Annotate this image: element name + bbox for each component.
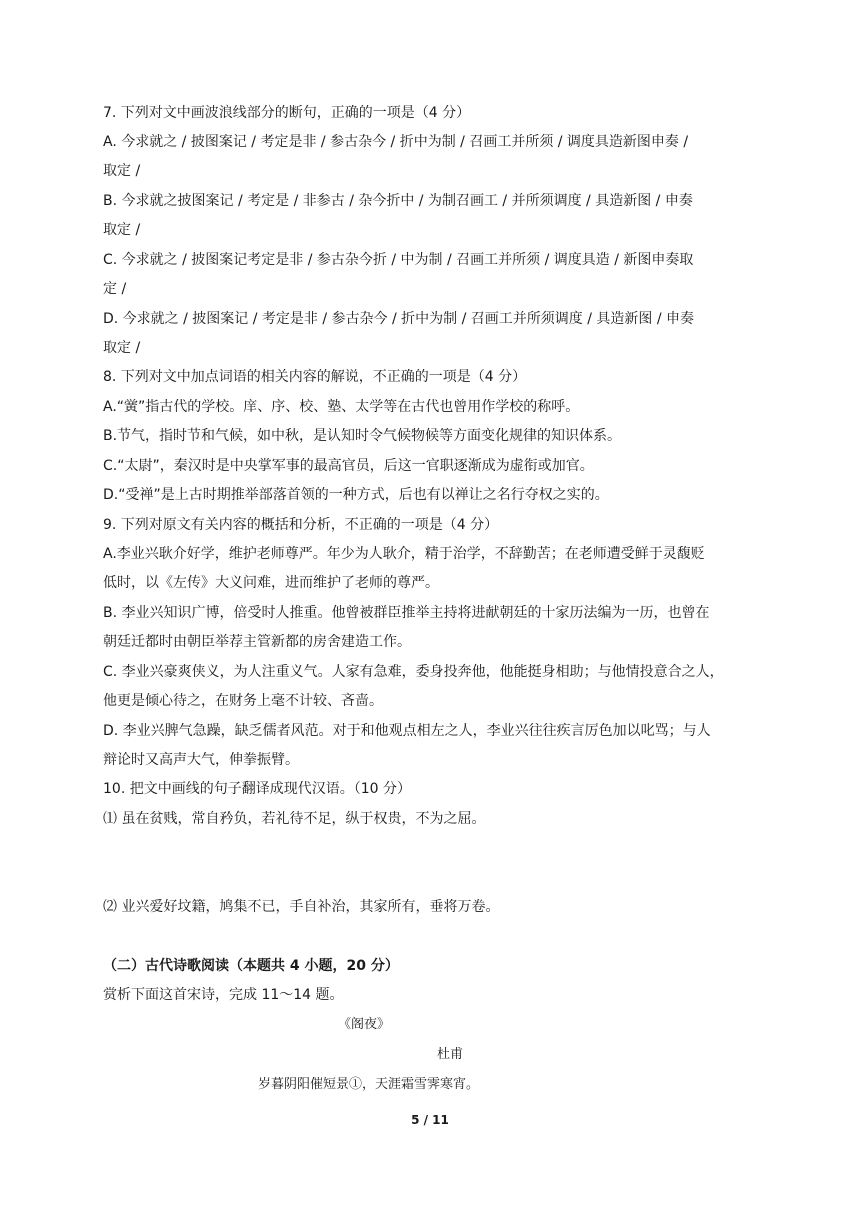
- q7-option-d-line1: D. 今求就之 / 披图案记 / 考定是非 / 参古杂今 / 折中为制 / 召画工并所须调度 / 具造新图 / 申奏: [103, 311, 694, 327]
- q7-stem: 7. 下列对文中画波浪线部分的断句，正确的一项是（4 分）: [103, 105, 471, 121]
- poem-author: 杜甫: [437, 1047, 464, 1062]
- q10-sentence-2: ⑵ 业兴爱好坟籍，鸠集不已，手自补治，其家所有，垂将万卷。: [103, 899, 500, 915]
- q9-option-c-line1: C. 李业兴豪爽侠义，为人注重义气。人家有急难，委身投奔他，他能挺身相助；与他情投意合之人，: [103, 664, 724, 680]
- section-intro: 赏析下面这首宋诗，完成 11～14 题。: [103, 987, 344, 1003]
- poem-title: 《阁夜》: [338, 1017, 391, 1032]
- q9-option-a-line2: 低时，以《左传》大义问难，进而维护了老师的尊严。: [103, 575, 439, 591]
- q9-option-d-line1: D. 李业兴脾气急躁，缺乏儒者风范。对于和他观点相左之人，李业兴往往疾言厉色加以叱骂；与人: [103, 723, 711, 739]
- q9-option-b-line1: B. 李业兴知识广博，倍受时人推重。他曾被群臣推举主持将进献朝廷的十家历法编为一历，也曾在: [103, 605, 710, 621]
- q7-option-c-line2: 定 /: [103, 281, 127, 297]
- q8-option-b: B.节气，指时节和气候，如中秋，是认知时令气候物候等方面变化规律的知识体系。: [103, 428, 622, 444]
- q9-option-d-line2: 辩论时又高声大气，伸拳振臂。: [103, 752, 299, 768]
- q7-option-b-line1: B. 今求就之披图案记 / 考定是 / 非参古 / 杂今折中 / 为制召画工 / 并所须调度 / 具造新图 / 申奏: [103, 193, 693, 209]
- q7-option-d-line2: 取定 /: [103, 340, 141, 356]
- poem-line-1: 岁暮阴阳催短景①，天涯霜雪霁寒宵。: [258, 1077, 480, 1092]
- q9-option-c-line2: 他更是倾心待之，在财务上毫不计较、吝啬。: [103, 693, 383, 709]
- section-heading: （二）古代诗歌阅读（本题共 4 小题，20 分）: [103, 958, 399, 974]
- q9-option-b-line2: 朝廷迁都时由朝臣举荐主管新都的房舍建造工作。: [103, 634, 411, 650]
- q8-option-c: C.“太尉”，秦汉时是中央掌军事的最高官员，后这一官职逐渐成为虚衔或加官。: [103, 458, 594, 474]
- q8-option-d: D.“受禅”是上古时期推举部落首领的一种方式，后也有以禅让之名行夺权之实的。: [103, 487, 609, 503]
- page-number: 5 / 11: [411, 1113, 449, 1127]
- q7-option-b-line2: 取定 /: [103, 222, 141, 238]
- q7-option-a-line1: A. 今求就之 / 披图案记 / 考定是非 / 参古杂今 / 折中为制 / 召画工并所须 / 调度具造新图申奏 /: [103, 134, 689, 150]
- q7-option-a-line2: 取定 /: [103, 163, 141, 179]
- q10-sentence-1: ⑴ 虽在贫贱，常自矜负，若礼待不足，纵于权贵，不为之屈。: [103, 811, 486, 827]
- q8-stem: 8. 下列对文中加点词语的相关内容的解说，不正确的一项是（4 分）: [103, 369, 527, 385]
- q9-option-a-line1: A.李业兴耿介好学，维护老师尊严。年少为人耿介，精于治学，不辞勤苦；在老师遭受鲜于灵馥贬: [103, 546, 705, 562]
- q9-stem: 9. 下列对原文有关内容的概括和分析，不正确的一项是（4 分）: [103, 517, 499, 533]
- q10-stem: 10. 把文中画线的句子翻译成现代汉语。（10 分）: [103, 781, 411, 797]
- q7-option-c-line1: C. 今求就之 / 披图案记考定是非 / 参古杂今折 / 中为制 / 召画工并所须 / 调度具造 / 新图申奏取: [103, 252, 694, 268]
- q8-option-a: A.“黉”指古代的学校。庠、序、校、塾、太学等在古代也曾用作学校的称呼。: [103, 399, 580, 415]
